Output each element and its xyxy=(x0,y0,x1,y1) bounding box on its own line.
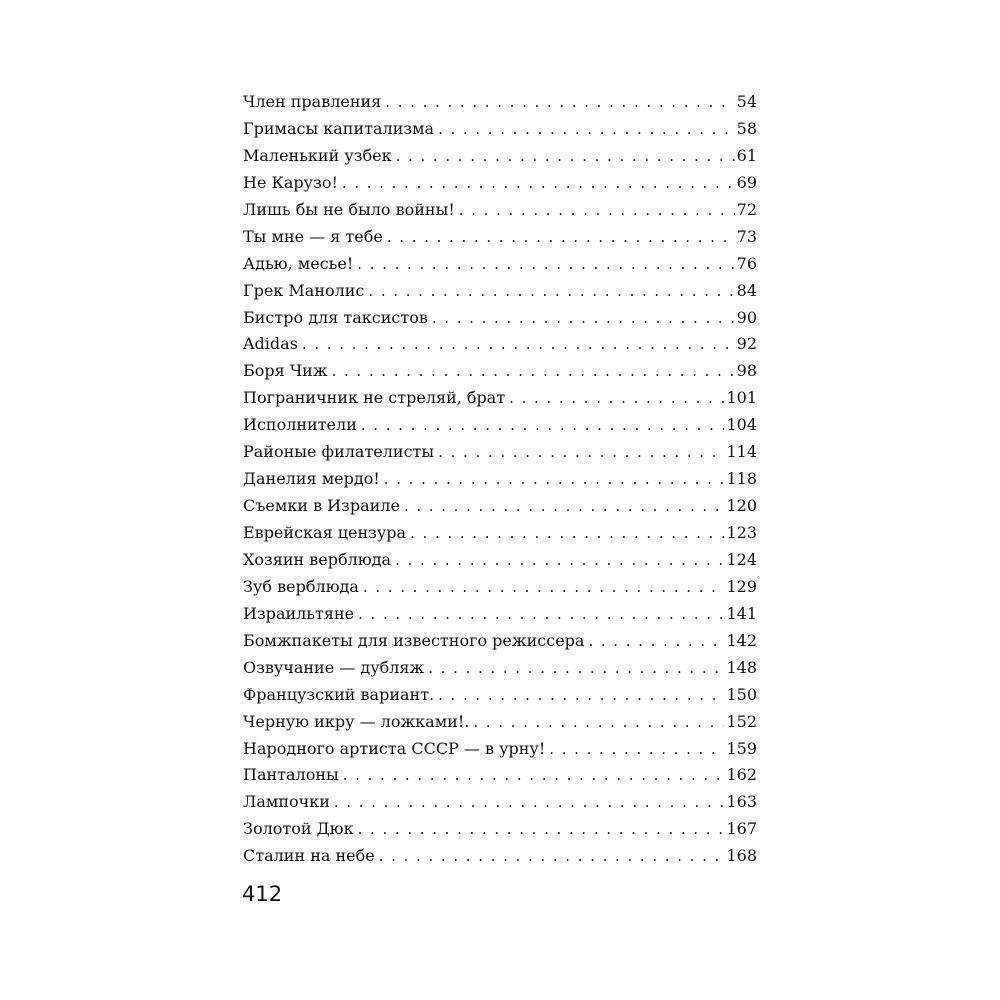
toc-entry-title: Французский вариант. xyxy=(243,684,435,704)
toc-dot-leader xyxy=(432,305,735,332)
toc-entry-title: Панталоны xyxy=(243,765,339,785)
toc-entry-title: Еврейская цензура xyxy=(243,523,407,542)
toc-dot-leader xyxy=(302,331,735,358)
toc-entry xyxy=(243,224,757,251)
toc-entry-title: Сталин на небе xyxy=(243,846,375,866)
toc-dot-leader xyxy=(410,520,724,547)
toc-dot-leader xyxy=(404,493,725,520)
toc-entry-page: 123 xyxy=(726,523,757,542)
toc-entry-page: 120 xyxy=(726,496,757,516)
toc-entry-title: Пограничник не стреляй, брат xyxy=(243,388,506,408)
toc-entry-title: Ты мне — я тебе xyxy=(243,226,383,246)
toc-entry-title: Боря Чиж xyxy=(243,361,328,381)
toc-entry-title: Золотой Дюк xyxy=(243,819,354,839)
toc-entry-page: 142 xyxy=(726,630,757,650)
toc-dot-leader xyxy=(588,628,724,655)
toc-entry xyxy=(243,412,757,439)
toc-entry xyxy=(243,278,757,305)
toc-entry-page: 61 xyxy=(736,145,757,165)
toc-entry-title: Народного артиста СССР — в урну! xyxy=(243,738,546,758)
toc-entry-page: 152 xyxy=(726,711,757,731)
toc-entry-title: Не Карузо! xyxy=(243,172,338,192)
toc-dot-leader xyxy=(358,816,725,843)
toc-entry-title: Съемки в Израиле xyxy=(243,496,400,516)
toc-entry xyxy=(243,197,757,224)
toc-entry-title: Adidas xyxy=(243,334,298,354)
toc-entry-page: 159 xyxy=(726,738,757,758)
toc-entry-title: Черную икру — ложками!. xyxy=(243,711,470,731)
toc-entry-title: Маленький узбек xyxy=(243,145,392,165)
toc-dot-leader xyxy=(509,385,724,412)
toc-entry-page: 148 xyxy=(726,657,757,677)
toc-entry-page: 69 xyxy=(736,172,757,192)
toc-dot-leader xyxy=(428,655,724,682)
toc-dot-leader xyxy=(358,601,724,628)
toc-entry xyxy=(243,762,757,789)
toc-entry-title: Бомжпакеты для известного режиссера xyxy=(243,630,585,650)
toc-entry-title: Бистро для таксистов xyxy=(243,307,428,327)
toc-dot-leader xyxy=(549,736,724,763)
toc-entry-page: 163 xyxy=(726,792,757,812)
toc-entry xyxy=(243,574,757,601)
toc-entry-page: 118 xyxy=(726,469,757,489)
toc-dot-leader xyxy=(438,439,724,466)
toc-entry xyxy=(243,385,757,412)
toc-entry xyxy=(243,358,757,385)
toc-entry-title: Адью, месье! xyxy=(243,253,354,273)
toc-entry xyxy=(243,736,757,763)
table-of-contents xyxy=(243,89,757,870)
toc-entry-page: 114 xyxy=(726,442,757,462)
toc-entry-title: Член правления xyxy=(243,92,382,111)
toc-dot-leader xyxy=(438,116,735,143)
toc-entry-page: 168 xyxy=(726,846,757,866)
toc-entry xyxy=(243,628,757,655)
toc-entry xyxy=(243,547,757,574)
toc-entry xyxy=(243,466,757,493)
toc-dot-leader xyxy=(342,170,735,197)
toc-entry-page: 73 xyxy=(736,226,757,246)
toc-dot-leader xyxy=(384,466,725,493)
page-number: 412 xyxy=(242,882,283,906)
toc-entry-title: Зуб верблюда xyxy=(243,576,359,596)
toc-entry xyxy=(243,601,757,628)
toc-entry-page: 54 xyxy=(736,92,757,111)
toc-dot-leader xyxy=(361,412,725,439)
toc-dot-leader xyxy=(459,197,735,224)
toc-entry-page: 76 xyxy=(736,253,757,273)
toc-entry-page: 167 xyxy=(726,819,757,839)
toc-entry-title: Районые филателисты xyxy=(243,442,435,462)
toc-entry-title: Исполнители xyxy=(243,415,357,435)
toc-entry xyxy=(243,116,757,143)
toc-dot-leader xyxy=(363,574,725,601)
toc-entry-title: Израильтяне xyxy=(243,603,355,623)
toc-entry-title: Лишь бы не было войны! xyxy=(243,199,455,219)
toc-entry-title: Хозяин верблюда xyxy=(243,549,392,569)
toc-entry xyxy=(243,143,757,170)
toc-entry xyxy=(243,520,757,547)
toc-entry-page: 104 xyxy=(726,415,757,435)
toc-entry xyxy=(243,655,757,682)
toc-entry-page: 98 xyxy=(736,361,757,381)
toc-entry xyxy=(243,682,757,709)
toc-entry-page: 84 xyxy=(736,280,757,300)
toc-entry xyxy=(243,493,757,520)
toc-dot-leader xyxy=(395,547,724,574)
toc-entry-page: 141 xyxy=(726,603,757,623)
toc-entry xyxy=(243,170,757,197)
toc-entry-page: 72 xyxy=(736,199,757,219)
toc-entry xyxy=(243,89,757,116)
toc-dot-leader xyxy=(396,143,735,170)
toc-entry-page: 58 xyxy=(736,118,757,138)
toc-entry-page: 90 xyxy=(736,307,757,327)
toc-entry xyxy=(243,789,757,816)
toc-entry-page: 124 xyxy=(726,549,757,569)
toc-dot-leader xyxy=(332,358,735,385)
toc-entry xyxy=(243,439,757,466)
toc-dot-leader xyxy=(357,251,734,278)
toc-entry xyxy=(243,251,757,278)
toc-dot-leader xyxy=(438,682,724,709)
toc-entry-page: 101 xyxy=(726,388,757,408)
toc-dot-leader xyxy=(473,709,724,736)
toc-dot-leader xyxy=(385,89,734,116)
toc-entry-page: 92 xyxy=(736,334,757,354)
toc-dot-leader xyxy=(334,789,725,816)
toc-entry-page: 162 xyxy=(726,765,757,785)
toc-dot-leader xyxy=(379,843,725,870)
toc-entry-title: Данелия мердо! xyxy=(243,469,380,489)
toc-entry xyxy=(243,305,757,332)
toc-dot-leader xyxy=(343,762,725,789)
toc-entry xyxy=(243,816,757,843)
toc-entry-title: Озвучание — дубляж xyxy=(243,657,425,677)
toc-entry-title: Гримасы капитализма xyxy=(243,118,435,138)
toc-entry xyxy=(243,709,757,736)
toc-dot-leader xyxy=(387,224,735,251)
toc-dot-leader xyxy=(368,278,734,305)
toc-entry xyxy=(243,331,757,358)
toc-entry xyxy=(243,843,757,870)
toc-entry-title: Лампочки xyxy=(243,792,330,812)
toc-entry-page: 129 xyxy=(726,576,757,596)
toc-entry-title: Грек Манолис xyxy=(243,280,365,300)
toc-entry-page: 150 xyxy=(726,684,757,704)
